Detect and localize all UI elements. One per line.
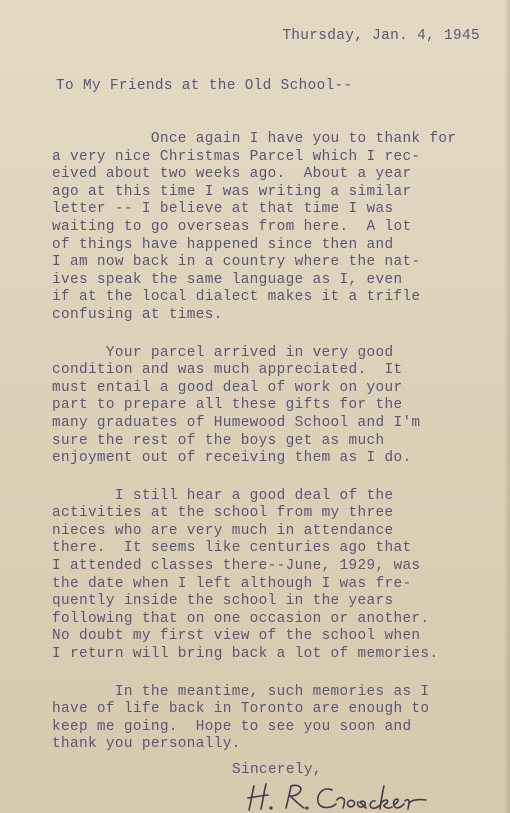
text-line: condition and was much appreciated. It	[52, 362, 403, 379]
text-line: of things have happened since then and	[52, 236, 394, 253]
text-line: waiting to go overseas from here. A lot	[52, 218, 412, 235]
text-line: No doubt my first view of the school when	[52, 628, 421, 645]
text-line: following that on one occasion or another.	[52, 610, 430, 627]
text-line: keep me going. Hope to see you soon and	[52, 718, 412, 735]
letter-closing: Sincerely,	[232, 762, 322, 778]
handwritten-signature	[244, 778, 444, 813]
paragraph-1	[52, 131, 502, 325]
letter-date: Thursday, Jan. 4, 1945	[282, 28, 480, 44]
text-line: I return will bring back a lot of memories.	[52, 646, 439, 663]
paragraph-2	[52, 345, 502, 468]
text-line: I am now back in a country where the nat-	[52, 254, 421, 271]
text-line: part to prepare all these gifts for the	[52, 397, 403, 414]
text-line: ives speak the same language as I, even	[52, 271, 403, 288]
text-line: there. It seems like centuries ago that	[52, 540, 412, 557]
text-line: sure the rest of the boys get as much	[52, 432, 385, 449]
text-line: enjoyment out of receiving them as I do.	[52, 450, 412, 467]
text-line: I still hear a good deal of the	[52, 487, 394, 504]
text-line: many graduates of Humewood School and I'm	[52, 414, 421, 431]
text-line: Your parcel arrived in very good	[52, 344, 394, 361]
text-line: In the meantime, such memories as I	[52, 683, 430, 700]
text-line: the date when I left although I was fre-	[52, 575, 412, 592]
letter-body	[52, 131, 502, 774]
text-line: if at the local dialect makes it a trifle	[52, 289, 421, 306]
text-line: quently inside the school in the years	[52, 593, 394, 610]
paragraph-4	[52, 684, 502, 754]
text-line: ago at this time I was writing a similar	[52, 183, 412, 200]
paragraph-3	[52, 488, 502, 664]
letter-salutation: To My Friends at the Old School--	[56, 78, 353, 94]
text-line: Once again I have you to thank for	[52, 131, 457, 147]
text-line: I attended classes there--June, 1929, was	[52, 558, 421, 575]
text-line: activities at the school from my three	[52, 505, 394, 522]
text-line: thank you personally.	[52, 736, 241, 753]
text-line: must entail a good deal of work on your	[52, 379, 403, 396]
text-line: have of life back in Toronto are enough to	[52, 701, 430, 718]
text-line: confusing at times.	[52, 306, 223, 323]
text-line: eived about two weeks ago. About a year	[52, 166, 412, 183]
text-line: letter -- I believe at that time I was	[52, 201, 394, 218]
text-line: nieces who are very much in attendance	[52, 522, 394, 539]
text-line: a very nice Christmas Parcel which I rec-	[52, 148, 421, 165]
